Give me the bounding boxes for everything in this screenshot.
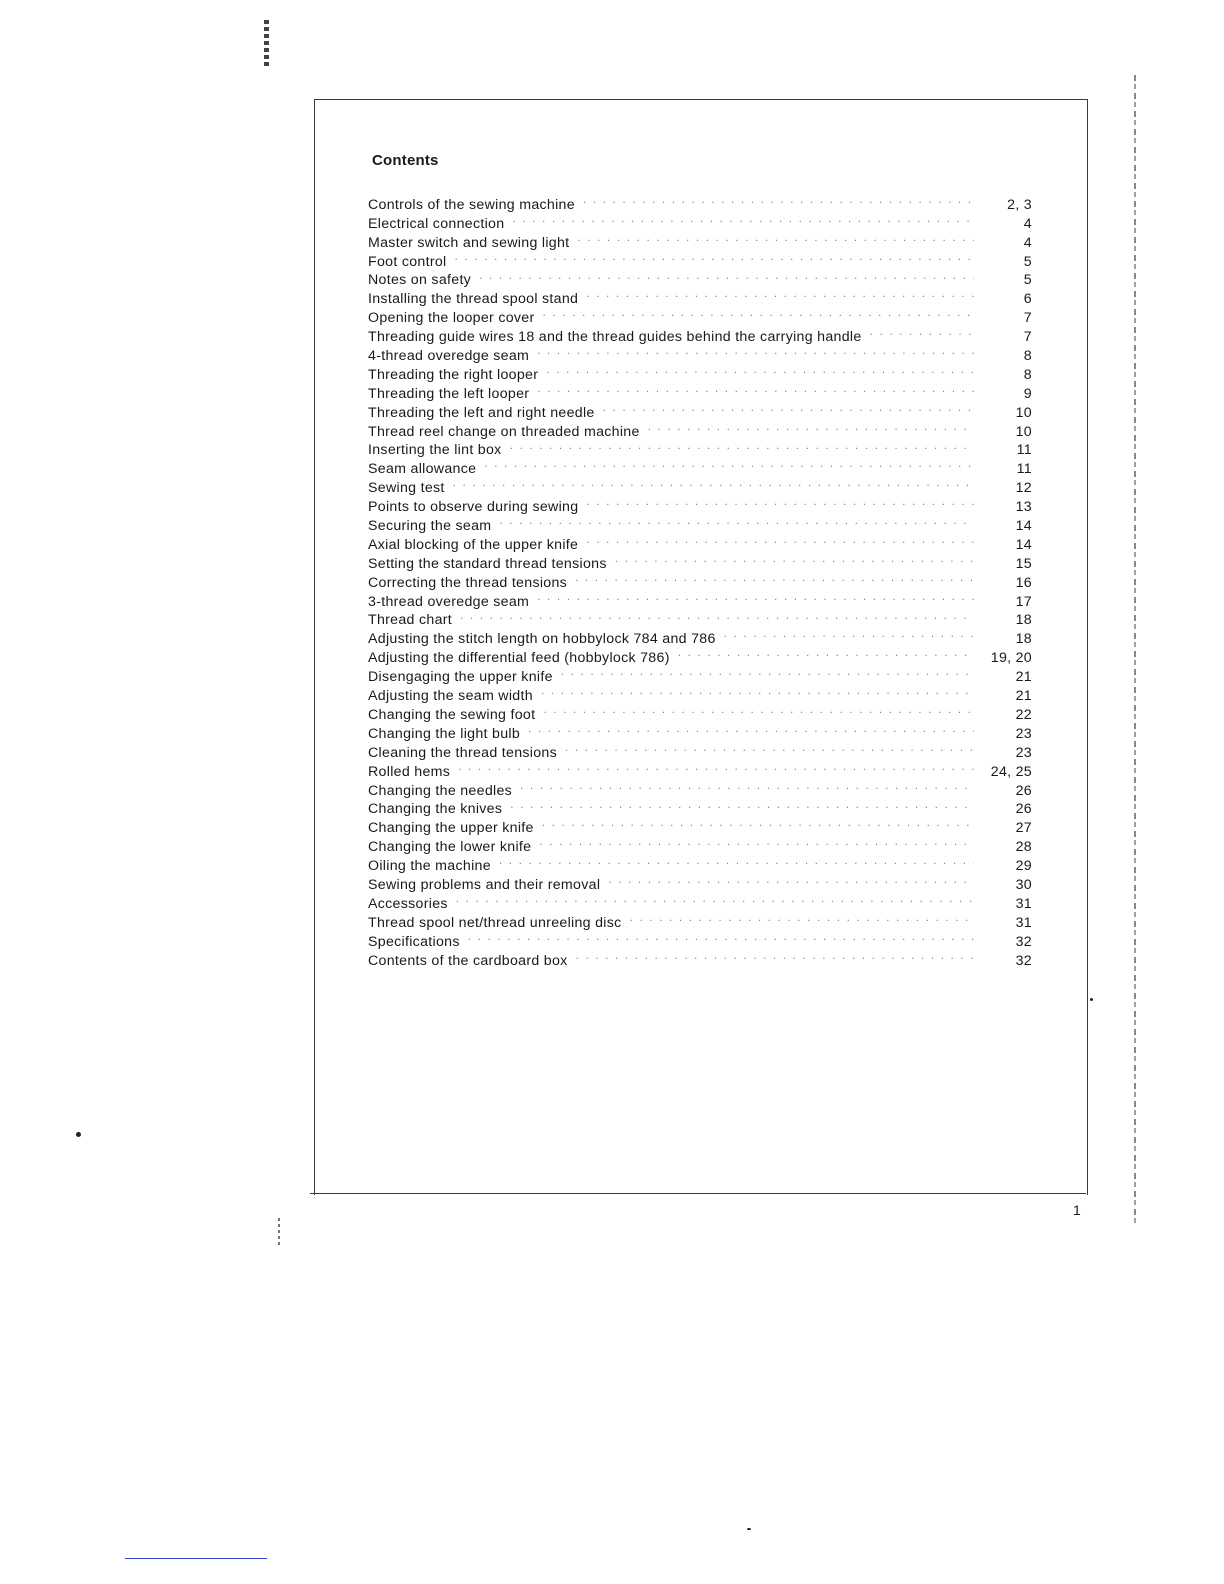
toc-entry-title: Electrical connection: [368, 215, 505, 232]
toc-leader-dots: [561, 738, 974, 757]
toc-leader-dots: [571, 568, 974, 587]
toc-leader-dots: [866, 322, 974, 341]
scan-artifact-edge: [1134, 75, 1136, 1225]
toc-entry-page: 16: [1015, 574, 1032, 591]
toc-entry-page: 8: [1023, 366, 1032, 383]
toc-leader-dots: [533, 587, 974, 606]
toc-leader-dots: [451, 247, 974, 266]
toc-entry-title: Threading the right looper: [368, 366, 539, 383]
scan-artifact-dot: [76, 1132, 81, 1137]
toc-entry-title: Disengaging the upper knife: [368, 669, 553, 686]
toc-entry-title: Axial blocking of the upper knife: [368, 536, 579, 553]
toc-entry: [368, 492, 1032, 516]
toc-entry-page: 11: [1016, 442, 1032, 459]
toc-leader-dots: [475, 266, 974, 285]
toc-entry-title: Thread spool net/thread unreeling disc: [368, 914, 622, 931]
toc-entry-page: 14: [1015, 518, 1032, 535]
toc-entry: [368, 908, 1032, 931]
toc-leader-dots: [604, 870, 974, 889]
toc-entry: [368, 889, 1032, 912]
toc-entry-page: 7: [1023, 310, 1032, 327]
toc-leader-dots: [506, 795, 974, 814]
toc-leader-dots: [537, 681, 974, 700]
toc-leader-dots: [449, 473, 974, 492]
toc-entry-title: 3-thread overedge seam: [368, 593, 530, 610]
toc-leader-dots: [533, 379, 974, 398]
toc-entry-page: 8: [1023, 348, 1032, 365]
toc-entry-page: 12: [1015, 480, 1032, 497]
toc-leader-dots: [456, 606, 974, 625]
toc-entry: [368, 624, 1032, 648]
toc-entry-title: Installing the thread spool stand: [368, 291, 579, 308]
toc-leader-dots: [480, 454, 974, 473]
scan-artifact-dot: [1090, 998, 1093, 1001]
table-of-contents: [368, 190, 1032, 969]
toc-leader-dots: [495, 511, 974, 530]
toc-entry-page: 19, 20: [990, 650, 1032, 667]
toc-entry-title: Foot control: [368, 253, 447, 270]
toc-leader-dots: [582, 530, 974, 549]
toc-entry-page: 31: [1015, 895, 1032, 912]
toc-entry-title: Adjusting the seam width: [368, 688, 533, 705]
toc-entry-page: 9: [1023, 385, 1032, 402]
toc-leader-dots: [506, 436, 974, 455]
toc-leader-dots: [524, 719, 974, 738]
toc-entry-title: Correcting the thread tensions: [368, 574, 568, 591]
toc-entry-page: 13: [1015, 499, 1032, 516]
toc-entry-title: Threading guide wires 18 and the thread guides behind the carrying handle: [368, 329, 862, 346]
toc-entry-title: Changing the sewing foot: [368, 706, 536, 723]
toc-entry-title: Cleaning the thread tensions: [368, 744, 558, 761]
toc-leader-dots: [582, 492, 974, 511]
toc-entry-title: Changing the upper knife: [368, 820, 534, 837]
toc-entry-title: Controls of the sewing machine: [368, 196, 575, 213]
page-title: Contents: [372, 152, 439, 169]
toc-entry-page: 14: [1015, 536, 1032, 553]
toc-entry-title: Inserting the lint box: [368, 442, 502, 459]
toc-entry-page: 4: [1023, 234, 1032, 251]
toc-leader-dots: [539, 700, 974, 719]
toc-entry-title: Changing the knives: [368, 801, 503, 818]
toc-leader-dots: [626, 908, 974, 927]
toc-entry-page: 29: [1015, 858, 1032, 875]
scan-artifact-line: [125, 1558, 267, 1559]
toc-entry-page: 26: [1015, 782, 1032, 799]
toc-leader-dots: [611, 549, 974, 568]
toc-entry-title: Setting the standard thread tensions: [368, 555, 607, 572]
toc-leader-dots: [508, 209, 974, 228]
toc-entry: [368, 247, 1032, 270]
toc-entry-title: Changing the needles: [368, 782, 513, 799]
toc-entry-page: 11: [1016, 461, 1032, 478]
toc-entry-page: 32: [1015, 933, 1032, 950]
page-number: 1: [1073, 1202, 1081, 1218]
toc-leader-dots: [579, 190, 974, 209]
toc-entry-title: Sewing test: [368, 480, 445, 497]
contents-frame-bottom: [310, 1193, 1086, 1194]
toc-entry-title: Securing the seam: [368, 518, 492, 535]
scan-artifact-dash: [278, 1218, 280, 1248]
toc-leader-dots: [538, 813, 974, 832]
toc-entry-page: 27: [1015, 820, 1032, 837]
toc-entry-page: 4: [1023, 215, 1032, 232]
scan-artifact-mark: [264, 20, 269, 68]
toc-entry-page: 22: [1015, 706, 1032, 723]
toc-entry: [368, 606, 1032, 629]
toc-leader-dots: [535, 832, 974, 851]
toc-entry-page: 18: [1015, 612, 1032, 629]
toc-leader-dots: [539, 303, 974, 322]
toc-entry: [368, 266, 1032, 289]
toc-leader-dots: [542, 360, 974, 379]
toc-entry-page: 21: [1015, 669, 1032, 686]
toc-entry-page: 10: [1015, 423, 1032, 440]
toc-entry-page: 5: [1023, 253, 1032, 270]
toc-entry-title: Changing the lower knife: [368, 839, 532, 856]
toc-entry-page: 7: [1023, 329, 1032, 346]
toc-entry-title: Master switch and sewing light: [368, 234, 570, 251]
toc-entry: [368, 473, 1032, 497]
toc-entry-title: Adjusting the differential feed (hobbylock 786): [368, 650, 670, 667]
toc-leader-dots: [452, 889, 974, 908]
toc-entry-title: Thread reel change on threaded machine: [368, 423, 640, 440]
toc-entry-page: 26: [1015, 801, 1032, 818]
toc-entry: [368, 927, 1032, 950]
toc-entry-page: 31: [1015, 914, 1032, 931]
toc-entry-title: Points to observe during sewing: [368, 499, 579, 516]
toc-entry-title: Adjusting the stitch length on hobbylock 784 and 786: [368, 631, 716, 648]
toc-leader-dots: [557, 662, 974, 681]
scan-artifact-dot: [747, 1528, 751, 1530]
toc-entry-title: Contents of the cardboard box: [368, 952, 568, 969]
toc-entry-title: Thread chart: [368, 612, 453, 629]
toc-entry: [368, 757, 1032, 780]
toc-entry-title: Sewing problems and their removal: [368, 876, 601, 893]
toc-entry-title: Threading the left looper: [368, 385, 530, 402]
toc-entry-page: 17: [1015, 593, 1032, 610]
toc-entry-title: 4-thread overedge seam: [368, 348, 530, 365]
toc-entry-page: 10: [1015, 404, 1032, 421]
toc-entry-title: Notes on safety: [368, 272, 472, 289]
toc-leader-dots: [572, 946, 974, 965]
toc-entry-page: 6: [1023, 291, 1032, 308]
toc-entry-title: Threading the left and right needle: [368, 404, 595, 421]
toc-entry-page: 21: [1015, 688, 1032, 705]
toc-leader-dots: [516, 776, 974, 795]
toc-leader-dots: [454, 757, 974, 776]
toc-leader-dots: [720, 624, 974, 643]
toc-entry-page: 18: [1015, 631, 1032, 648]
toc-entry-title: Specifications: [368, 933, 460, 950]
toc-leader-dots: [533, 341, 974, 360]
toc-entry-title: Accessories: [368, 895, 448, 912]
toc-entry-page: 32: [1015, 952, 1032, 969]
toc-entry-page: 23: [1015, 725, 1032, 742]
toc-entry-title: Opening the looper cover: [368, 310, 535, 327]
toc-entry-title: Seam allowance: [368, 461, 477, 478]
toc-leader-dots: [674, 643, 974, 662]
toc-entry-title: Oiling the machine: [368, 858, 491, 875]
toc-leader-dots: [464, 927, 974, 946]
toc-entry: [368, 946, 1032, 969]
toc-entry-page: 23: [1015, 744, 1032, 761]
toc-entry-page: 24, 25: [990, 763, 1032, 780]
toc-entry-page: 15: [1015, 555, 1032, 572]
toc-leader-dots: [582, 284, 974, 303]
toc-entry: [368, 190, 1032, 213]
toc-leader-dots: [495, 851, 974, 870]
toc-entry-page: 30: [1015, 876, 1032, 893]
toc-leader-dots: [644, 417, 974, 436]
toc-entry-title: Rolled hems: [368, 763, 451, 780]
toc-leader-dots: [599, 398, 974, 417]
toc-entry: [368, 776, 1032, 799]
toc-entry-title: Changing the light bulb: [368, 725, 521, 742]
toc-entry-page: 28: [1015, 839, 1032, 856]
toc-entry-page: 5: [1023, 272, 1032, 289]
toc-entry-page: 2, 3: [1007, 196, 1032, 213]
toc-leader-dots: [573, 228, 974, 247]
